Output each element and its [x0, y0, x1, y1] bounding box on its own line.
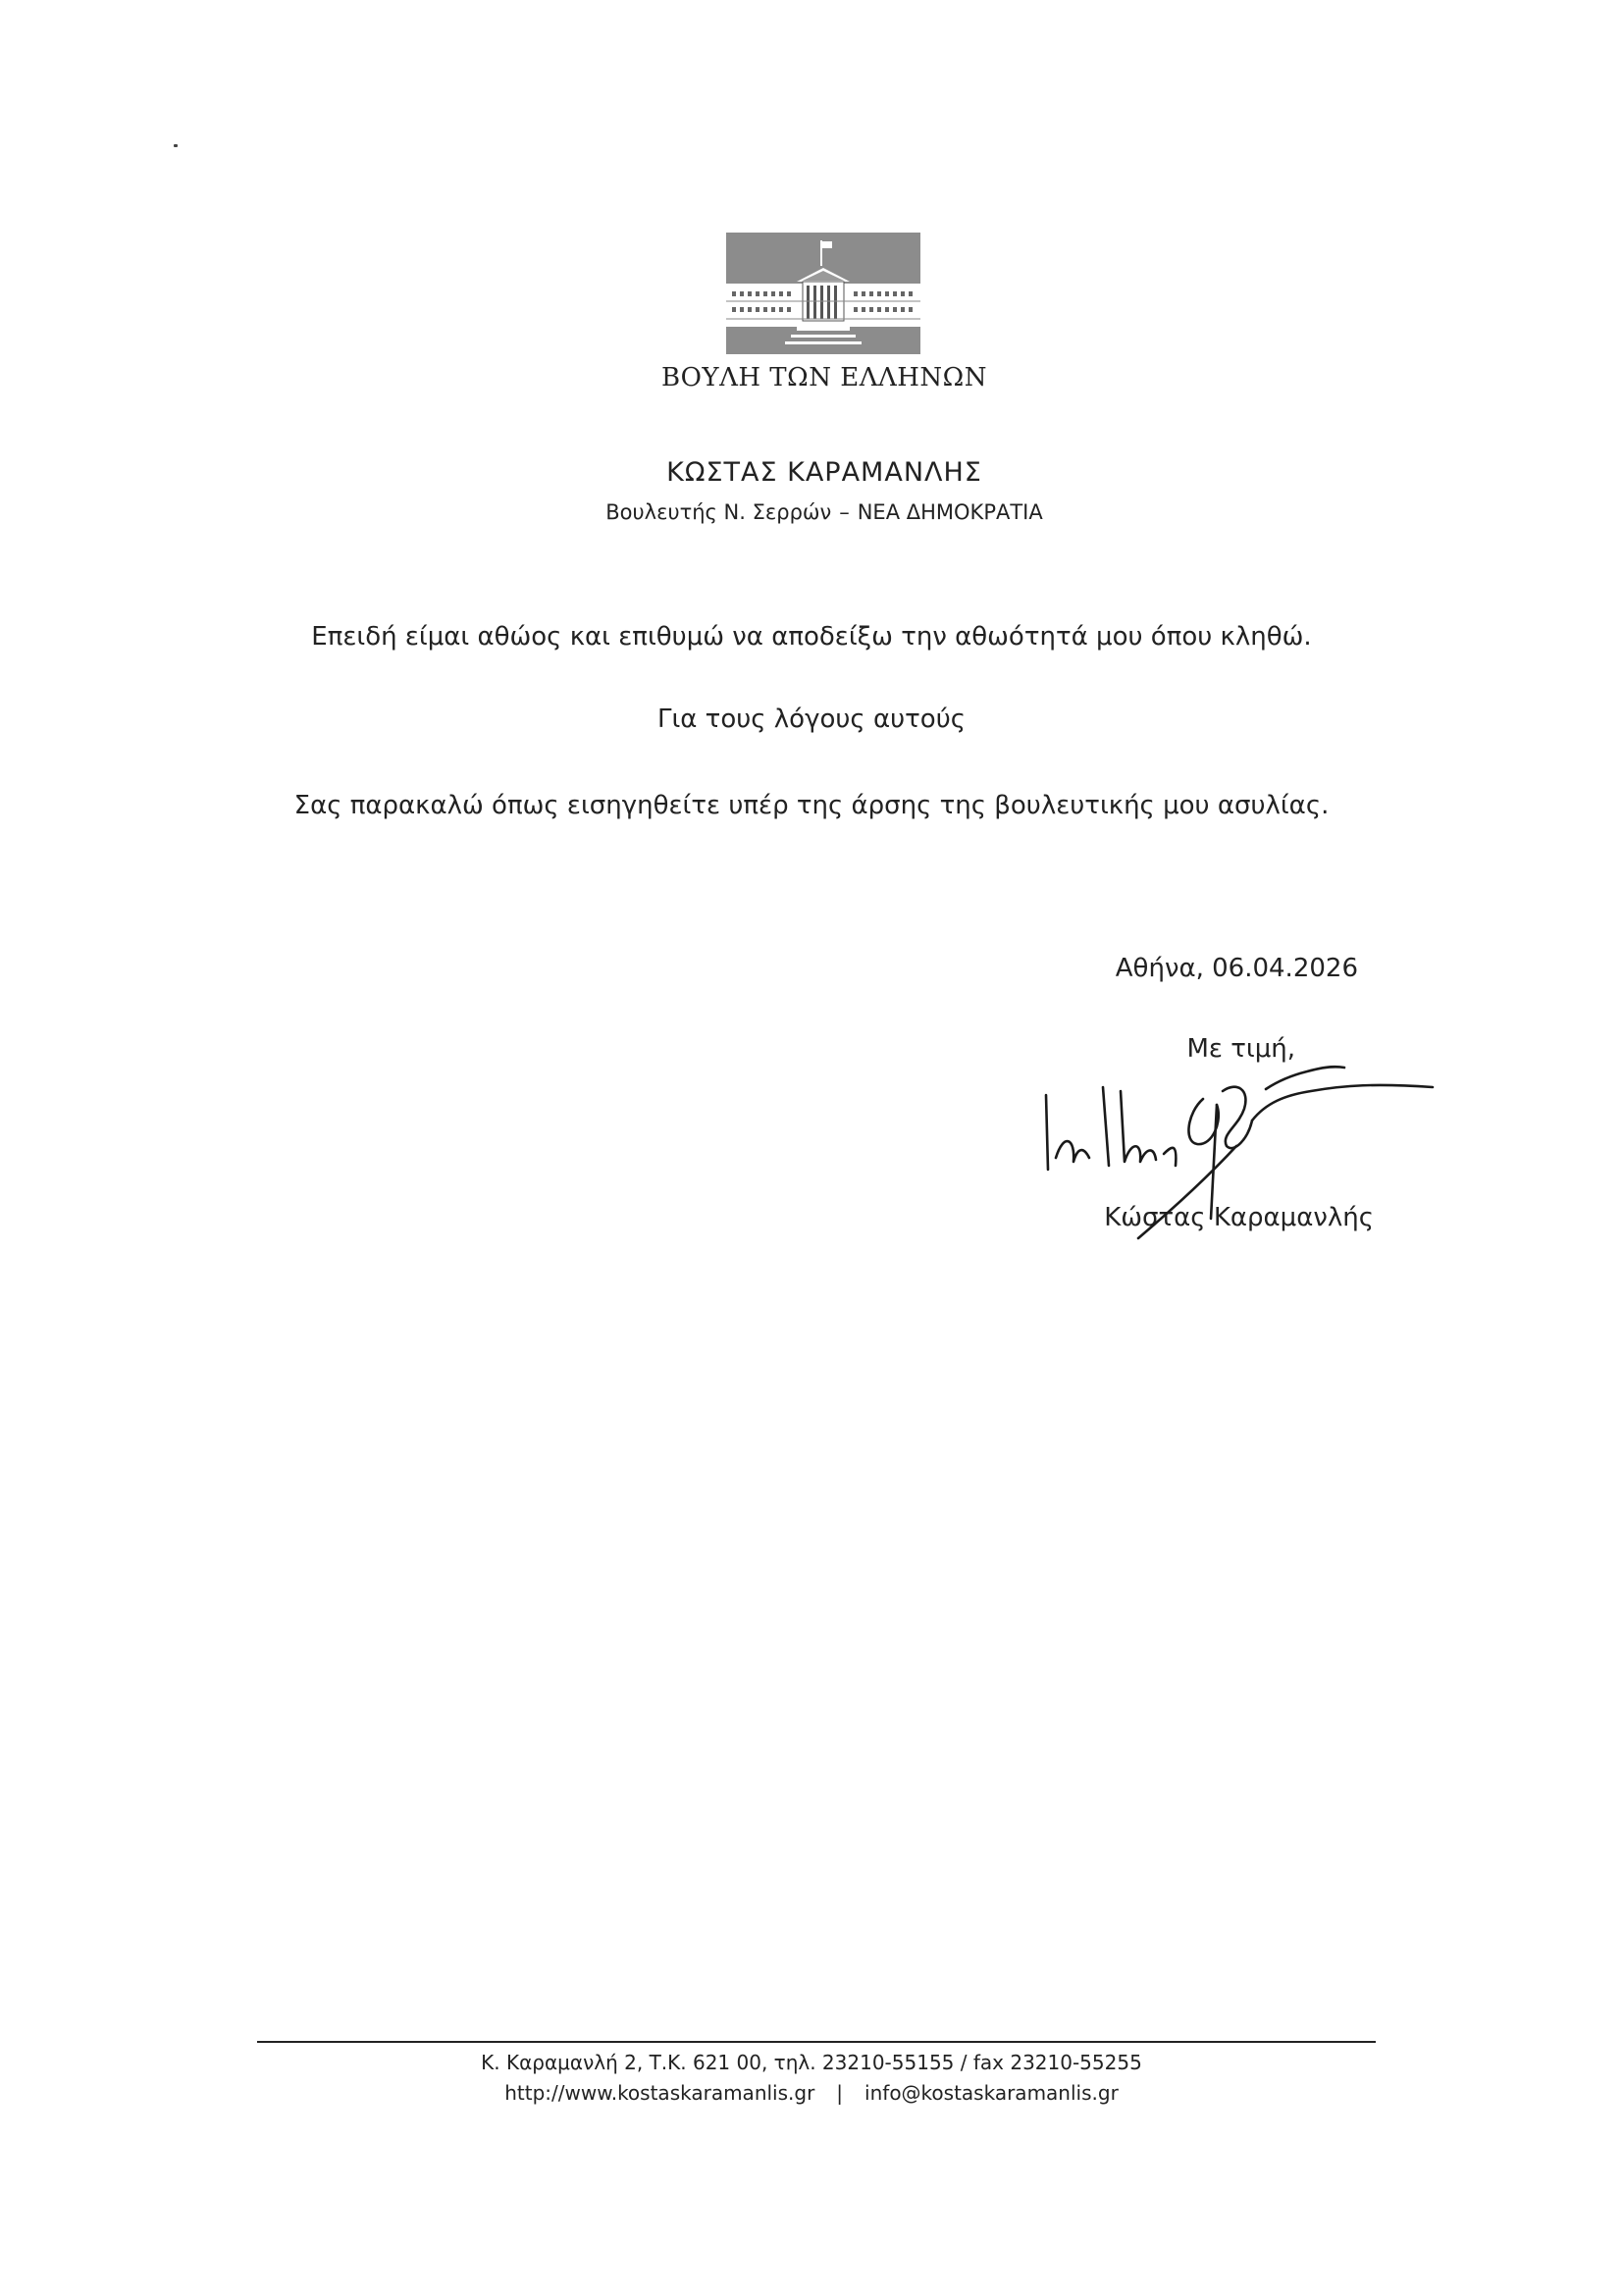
closing-salutation: Με τιμή, — [1186, 1034, 1295, 1064]
footer-divider: | — [836, 2081, 844, 2105]
party-name: ΝΕΑ ΔΗΜΟΚΡΑΤΙΑ — [857, 500, 1043, 524]
website-link[interactable]: http://www.kostaskaramanlis.gr — [504, 2081, 815, 2105]
body-paragraph-1: Επειδή είμαι αθώος και επιθυμώ να αποδείξω την αθωότητά μου όπου κληθώ. — [311, 622, 1312, 652]
footer-contact — [294, 2081, 1329, 2105]
place-date: Αθήνα, 06.04.2026 — [1115, 954, 1358, 983]
handwritten-signature — [1030, 1052, 1442, 1248]
parliament-logo — [726, 233, 920, 354]
email-link[interactable]: info@kostaskaramanlis.gr — [864, 2081, 1119, 2105]
footer-address: Κ. Καραμανλή 2, Τ.Κ. 621 00, τηλ. 23210-55155 / fax 23210-55255 — [481, 2051, 1142, 2074]
parliament-name: ΒΟΥΛΗ ΤΩΝ ΕΛΛΗΝΩΝ — [661, 363, 987, 392]
mp-name: ΚΩΣΤΑΣ ΚΑΡΑΜΑΝΛΗΣ — [666, 457, 982, 488]
body-paragraph-2: Για τους λόγους αυτούς — [656, 704, 967, 734]
signer-name: Κώστας Καραμανλής — [1104, 1203, 1374, 1232]
title-separator: – — [839, 500, 850, 524]
scan-speck — [174, 144, 178, 147]
body-paragraph-3: Σας παρακαλώ όπως εισηγηθείτε υπέρ της άρσης της βουλευτικής μου ασυλίας. — [293, 791, 1330, 820]
footer-rule — [257, 2041, 1376, 2043]
mp-title — [510, 500, 1138, 524]
mp-role: Βουλευτής Ν. Σερρών — [605, 500, 832, 524]
